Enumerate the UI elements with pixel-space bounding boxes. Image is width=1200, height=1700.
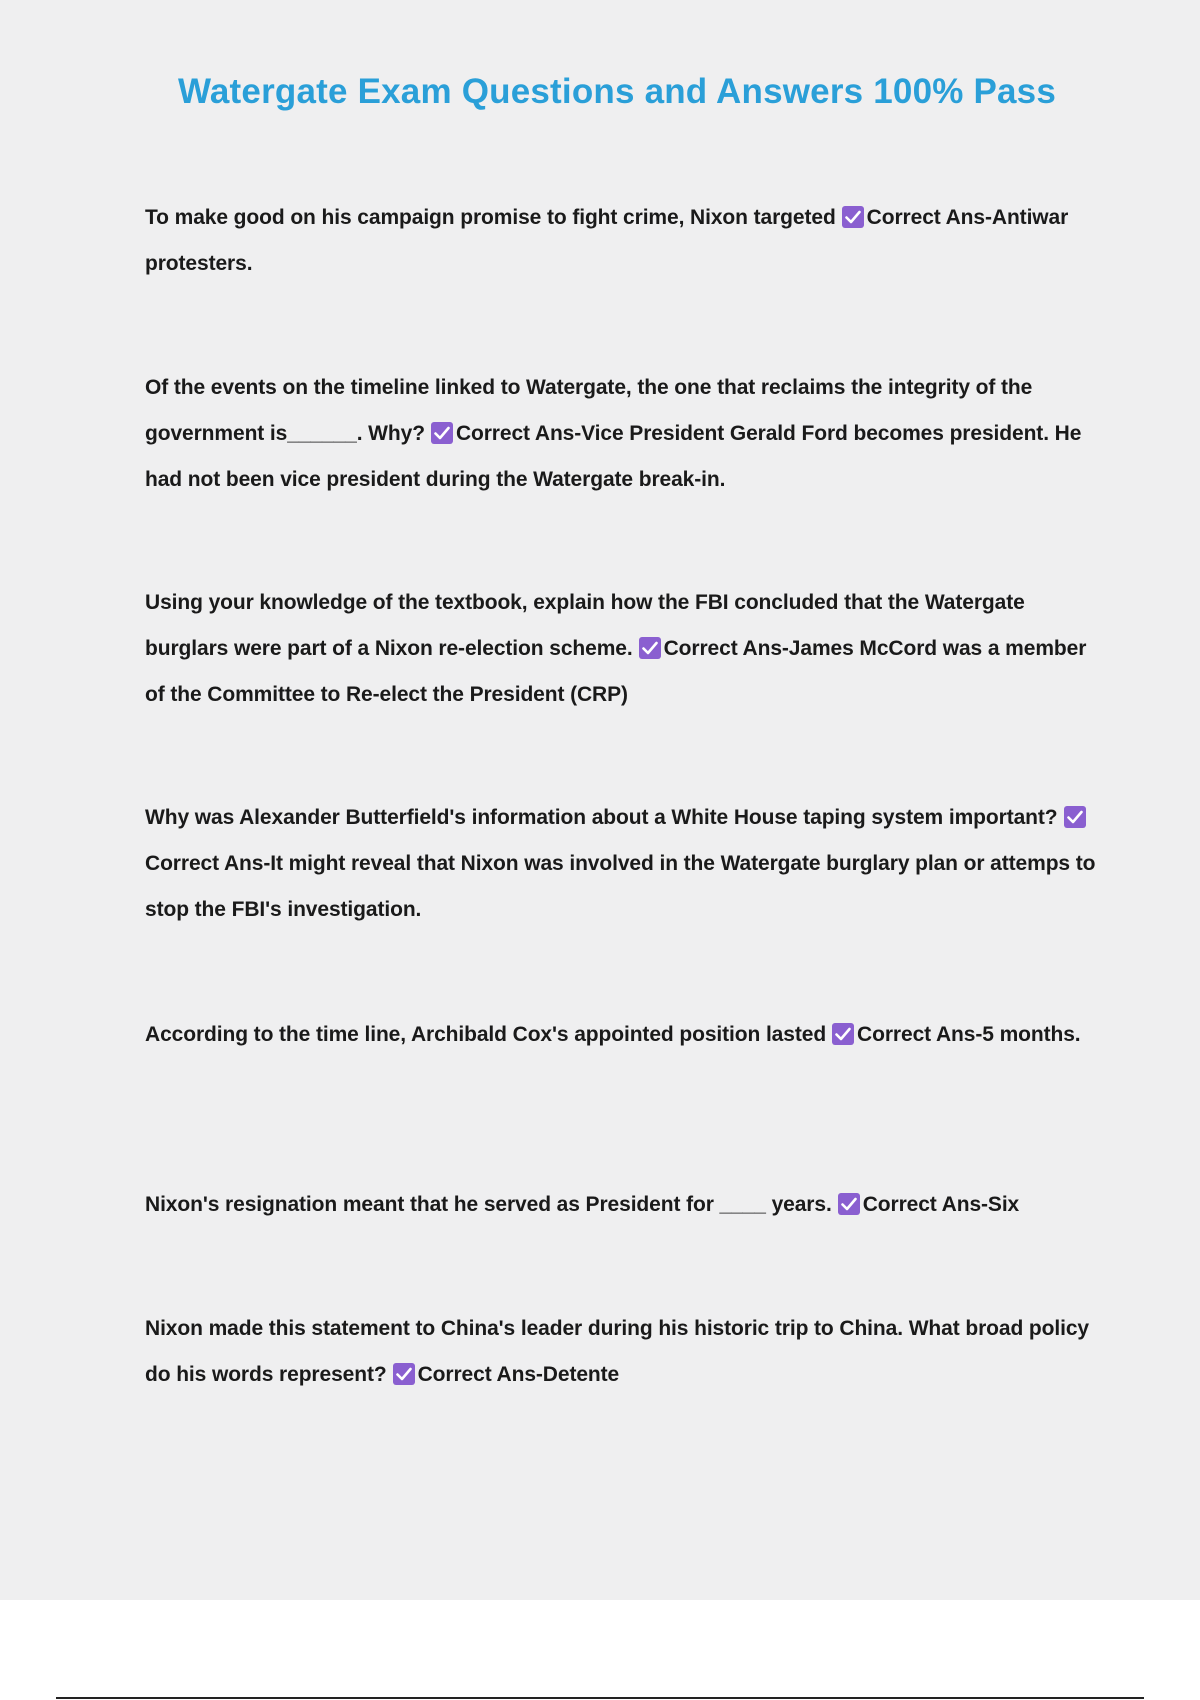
checkbox-checked-icon xyxy=(832,1023,854,1045)
qa-item-4 xyxy=(145,795,1100,933)
checkbox-checked-icon xyxy=(431,422,453,444)
qa-item-3 xyxy=(145,580,1100,718)
question-text: Why was Alexander Butterfield's information about a White House taping system important? xyxy=(145,806,1058,829)
qa-item-7 xyxy=(145,1306,1100,1398)
qa-item-5 xyxy=(145,1012,1100,1058)
page-footer-area xyxy=(0,1600,1200,1700)
qa-item-1 xyxy=(145,195,1100,287)
answer-text: Correct Ans-Six xyxy=(862,1193,1020,1216)
document-title: Watergate Exam Questions and Answers 100% Pass xyxy=(177,72,1057,111)
question-text: According to the time line, Archibald Cox's appointed position lasted xyxy=(145,1023,827,1046)
qa-item-2 xyxy=(145,365,1100,503)
checkbox-checked-icon xyxy=(639,637,661,659)
question-text: Using your knowledge of the textbook, explain how the FBI concluded that the Watergate burglars were part of a Nixon re-election scheme. xyxy=(145,591,1025,660)
checkbox-checked-icon xyxy=(393,1363,415,1385)
question-text: Nixon's resignation meant that he served as President for ____ years. xyxy=(145,1193,832,1216)
checkbox-checked-icon xyxy=(1064,806,1086,828)
question-text: Of the events on the timeline linked to Watergate, the one that reclaims the integrity of the government is______. Why? xyxy=(145,376,1033,445)
answer-text: Correct Ans-Antiwar protesters. xyxy=(145,206,1069,275)
answer-text: Correct Ans-James McCord was a member of the Committee to Re-elect the President (CRP) xyxy=(145,637,1087,706)
footer-divider xyxy=(56,1697,1144,1699)
checkbox-checked-icon xyxy=(838,1193,860,1215)
answer-text: Correct Ans-5 months. xyxy=(857,1023,1081,1046)
question-text: To make good on his campaign promise to fight crime, Nixon targeted xyxy=(145,206,836,229)
question-text: Nixon made this statement to China's leader during his historic trip to China. What broad policy do his words represent? xyxy=(145,1317,1090,1386)
answer-text: Correct Ans-It might reveal that Nixon was involved in the Watergate burglary plan or attemps to stop the FBI's investigation. xyxy=(145,852,1096,921)
checkbox-checked-icon xyxy=(842,206,864,228)
qa-item-6 xyxy=(145,1182,1100,1228)
answer-text: Correct Ans-Vice President Gerald Ford becomes president. He had not been vice president during the Watergate break-in. xyxy=(145,422,1082,491)
answer-text: Correct Ans-Detente xyxy=(417,1363,620,1386)
